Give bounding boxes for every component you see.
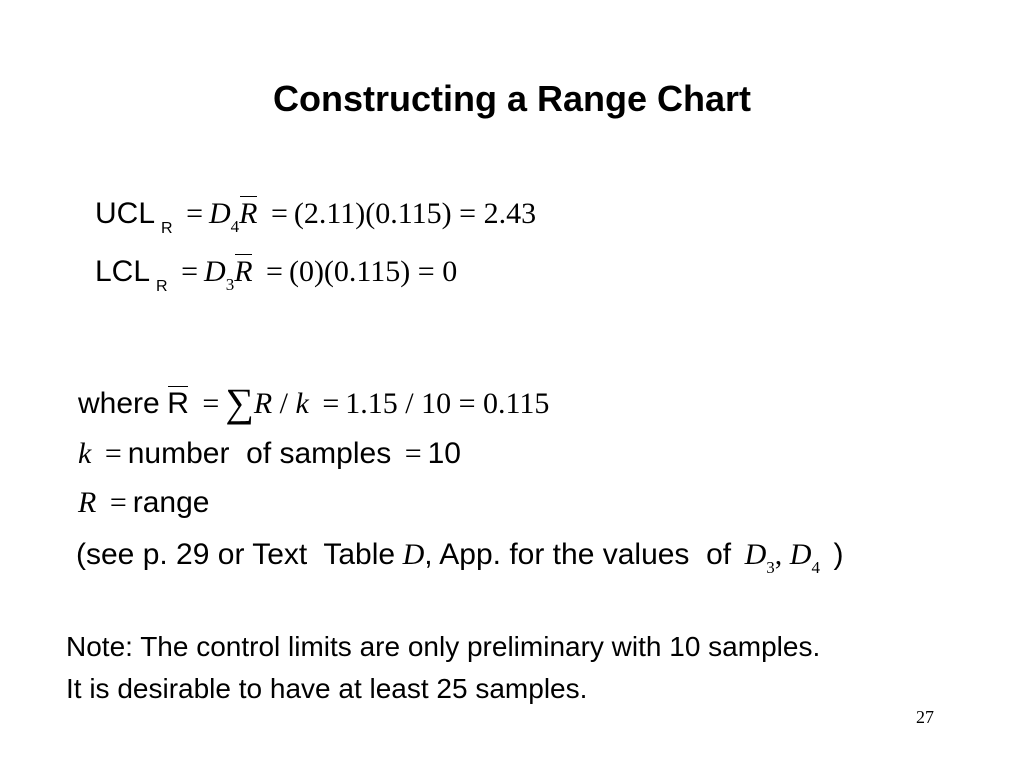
summation-symbol: ∑ bbox=[225, 380, 254, 425]
r-definition: R = range bbox=[78, 486, 210, 519]
slide-title: Constructing a Range Chart bbox=[272, 78, 752, 119]
note-block bbox=[66, 626, 820, 710]
reference-middle: , App. for the values of bbox=[424, 538, 732, 571]
k-description: number of samples bbox=[127, 437, 392, 470]
where-word: where bbox=[78, 387, 160, 420]
note-line-2: It is desirable to have at least 25 samples. bbox=[66, 673, 588, 704]
note-line-1: Note: The control limits are only preliminary with 10 samples. bbox=[66, 631, 821, 662]
reference-note: (see p. 29 or Text Table D, App. for the values of $D_3$, $D_4$ ) bbox=[76, 538, 844, 577]
ucl-d-subscript: 4 bbox=[230, 217, 240, 236]
lcl-label: LCL bbox=[95, 255, 151, 288]
ucl-subscript: R bbox=[161, 220, 173, 237]
reference-suffix: ) bbox=[833, 538, 844, 571]
ucl-value: (2.11)(0.115) = 2.43 bbox=[293, 197, 537, 230]
reference-prefix: (see p. 29 or Text Table bbox=[76, 538, 396, 571]
rbar-formula: where R = ∑R / k = 1.15 / 10 = 0.115 bbox=[78, 380, 550, 425]
ucl-label: UCL bbox=[95, 197, 156, 230]
page-number: 27 bbox=[916, 707, 934, 727]
k-variable: k bbox=[78, 437, 92, 470]
k-definition: k = number of samples = 10 bbox=[78, 437, 461, 470]
table-variable: D bbox=[402, 538, 425, 571]
k-value: 10 bbox=[427, 437, 461, 470]
ucl-formula: UCL $_R = D_4R = (2.11)(0.115) = 2.43$ bbox=[95, 194, 536, 239]
r-variable: R bbox=[78, 486, 97, 519]
rbar-value: 1.15 / 10 = 0.115 bbox=[345, 387, 550, 420]
lcl-formula: LCL $_R = D_3R = (0)(0.115) = 0$ bbox=[95, 252, 457, 297]
rbar-symbol: R bbox=[167, 384, 189, 424]
lcl-d-subscript: 3 bbox=[225, 275, 235, 294]
lcl-value: (0)(0.115) = 0 bbox=[288, 255, 458, 288]
r-description: range bbox=[132, 486, 210, 519]
lcl-subscript: R bbox=[156, 278, 168, 295]
